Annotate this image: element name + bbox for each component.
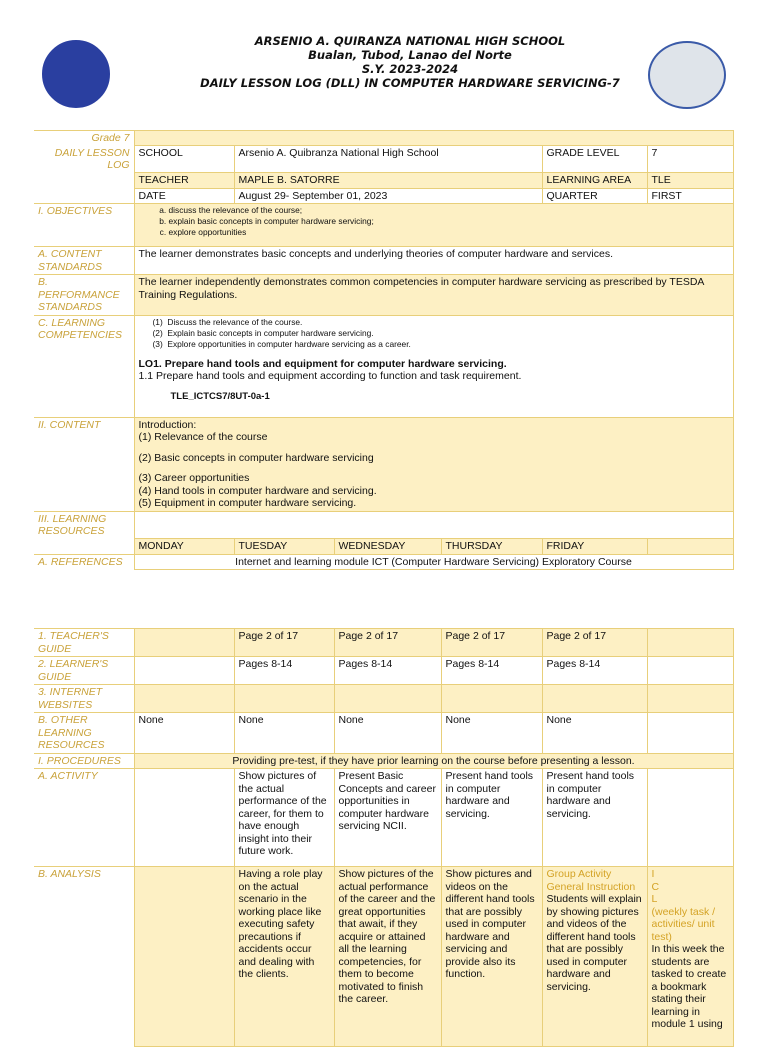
teachers-guide-cell: [647, 629, 733, 657]
activity-wednesday: Present Basic Concepts and career opportunities in computer hardware servicing NCII.: [334, 769, 441, 867]
dll-table-top: [34, 130, 734, 570]
internet-label: 3. INTERNET WEBSITES: [34, 685, 134, 713]
objective-item: c. explore opportunities: [169, 227, 729, 238]
school-year: S.Y. 2023-2024: [361, 62, 459, 76]
content-label: II. CONTENT: [34, 417, 134, 511]
objective-item: b. explain basic concepts in computer hardware servicing;: [169, 216, 729, 227]
learners-guide-cell: Pages 8-14: [234, 657, 334, 685]
document-header: [160, 34, 660, 90]
competencies-cell: [134, 315, 733, 417]
objectives-list: [134, 204, 733, 247]
icl-letter: L: [651, 893, 658, 905]
teachers-guide-cell: Page 2 of 17: [334, 629, 441, 657]
lo-title: LO1. Prepare hand tools and equipment for computer hardware servicing.: [138, 357, 507, 370]
competency-item: (3) Explore opportunities in computer hardware servicing as a career.: [152, 338, 411, 349]
content-line: (4) Hand tools in computer hardware and servicing.: [138, 484, 377, 497]
learners-guide-label: 2. LEARNER'S GUIDE: [34, 657, 134, 685]
objectives-label: I. OBJECTIVES: [34, 204, 134, 247]
competencies-label: C. LEARNING COMPETENCIES: [34, 315, 134, 417]
activity-tuesday: Show pictures of the actual performance of the career, for them to have enough insight into their future work.: [234, 769, 334, 867]
weekly-task-body: In this week the students are tasked to create a bookmark stating their learning in module 1 using: [651, 943, 727, 1030]
teacher-label: TEACHER: [134, 173, 234, 189]
school-label: SCHOOL: [134, 146, 234, 173]
resources-label: III. LEARNING RESOURCES: [34, 511, 134, 539]
grade-level-value: 7: [647, 146, 733, 173]
analysis-wednesday: Show pictures of the actual performance of the career and the great opportunities that await, if they acquire or attained all the learning competencies, for them to become motivated to finish the career.: [334, 867, 441, 1047]
procedures-label: I. PROCEDURES: [34, 753, 134, 769]
content-line: (5) Equipment in computer hardware servicing.: [138, 497, 357, 509]
objective-item: a. discuss the relevance of the course;: [169, 205, 729, 216]
activity-label: A. ACTIVITY: [34, 769, 134, 867]
other-resources-label: B. OTHER LEARNING RESOURCES: [34, 713, 134, 754]
dll-label: DAILY LESSON LOG: [54, 146, 130, 171]
content-cell: [134, 417, 733, 511]
icl-letter: C: [651, 880, 660, 893]
other-resources-cell: None: [334, 713, 441, 754]
group-activity-body: Students will explain by showing pictures and videos of the different hand tools that are possibly used in computer hardware and servicing.: [546, 893, 642, 993]
content-intro: Introduction:: [138, 418, 197, 431]
learners-guide-cell: [647, 657, 733, 685]
day-friday: FRIDAY: [542, 539, 647, 555]
day-tuesday: TUESDAY: [234, 539, 334, 555]
competency-code: TLE_ICTCS7/8UT-0a-1: [170, 390, 270, 402]
teachers-guide-cell: Page 2 of 17: [234, 629, 334, 657]
other-resources-cell: None: [234, 713, 334, 754]
grade-level-label: GRADE LEVEL: [542, 146, 647, 173]
quarter-value: FIRST: [647, 188, 733, 204]
school-value: Arsenio A. Quibranza National High School: [234, 146, 542, 173]
learners-guide-cell: Pages 8-14: [441, 657, 542, 685]
activity-thursday: Present hand tools in computer hardware and servicing.: [441, 769, 542, 867]
content-line: (3) Career opportunities: [138, 472, 250, 484]
deped-seal-logo: [42, 40, 110, 108]
activity-friday: Present hand tools in computer hardware and servicing.: [542, 769, 647, 867]
analysis-label: B. ANALYSIS: [34, 867, 134, 1047]
references-label: A. REFERENCES: [34, 554, 134, 570]
teachers-guide-cell: Page 2 of 17: [441, 629, 542, 657]
other-resources-cell: None: [441, 713, 542, 754]
day-thursday: THURSDAY: [441, 539, 542, 555]
procedures-text: Providing pre-test, if they have prior learning on the course before presenting a lesson.: [134, 753, 733, 769]
performance-standards-label: B. PERFORMANCE STANDARDS: [34, 275, 134, 316]
date-value: August 29- September 01, 2023: [234, 188, 542, 204]
competency-item: (1) Discuss the relevance of the course.: [152, 316, 303, 327]
learning-area-value: TLE: [647, 173, 733, 189]
analysis-tuesday: Having a role play on the actual scenario in the working place like executing safety precautions if accidents occur and dealing with the clients.: [234, 867, 334, 1047]
general-instruction-heading: General Instruction: [546, 880, 636, 893]
teachers-guide-cell: Page 2 of 17: [542, 629, 647, 657]
learners-guide-cell: [134, 657, 234, 685]
content-standards-text: The learner demonstrates basic concepts and underlying theories of computer hardware and services.: [134, 247, 733, 275]
learners-guide-cell: Pages 8-14: [542, 657, 647, 685]
date-label: DATE: [134, 188, 234, 204]
lo-subtitle: 1.1 Prepare hand tools and equipment according to function and task requirement.: [138, 370, 522, 382]
school-name: ARSENIO A. QUIRANZA NATIONAL HIGH SCHOOL: [254, 34, 566, 48]
other-resources-cell: None: [134, 713, 234, 754]
other-resources-cell: None: [542, 713, 647, 754]
learners-guide-cell: Pages 8-14: [334, 657, 441, 685]
icl-letter: I: [651, 868, 655, 880]
competency-item: (2) Explain basic concepts in computer hardware servicing.: [152, 327, 374, 338]
content-standards-label: A. CONTENT STANDARDS: [34, 247, 134, 275]
analysis-thursday: Show pictures and videos on the different hand tools that are possibly used in computer hardware and servicing and provide also its function.: [441, 867, 542, 1047]
content-line: (2) Basic concepts in computer hardware servicing: [138, 451, 374, 464]
references-text: Internet and learning module ICT (Computer Hardware Servicing) Exploratory Course: [134, 554, 733, 570]
learning-area-label: LEARNING AREA: [542, 173, 647, 189]
performance-standards-text: The learner independently demonstrates common competencies in computer hardware servicing as prescribed by TESDA Training Regulations.: [134, 275, 733, 316]
grade-label: Grade 7: [34, 131, 134, 146]
teachers-guide-label: 1. TEACHER'S GUIDE: [34, 629, 134, 657]
quarter-label: QUARTER: [542, 188, 647, 204]
teachers-guide-cell: [134, 629, 234, 657]
school-address: Bualan, Tubod, Lanao del Norte: [308, 48, 512, 62]
document-title: DAILY LESSON LOG (DLL) IN COMPUTER HARDWARE SERVICING-7: [200, 76, 620, 90]
weekly-task-note: (weekly task / activities/ unit test): [651, 905, 716, 943]
group-activity-heading: Group Activity: [546, 868, 612, 880]
day-monday: MONDAY: [134, 539, 234, 555]
day-wednesday: WEDNESDAY: [334, 539, 441, 555]
other-resources-cell: [647, 713, 733, 754]
content-line: (1) Relevance of the course: [138, 431, 268, 443]
teacher-value: MAPLE B. SATORRE: [234, 173, 542, 189]
analysis-weekly-task: [647, 867, 733, 1047]
analysis-friday: [542, 867, 647, 1047]
dll-table-bottom: [34, 628, 734, 1047]
